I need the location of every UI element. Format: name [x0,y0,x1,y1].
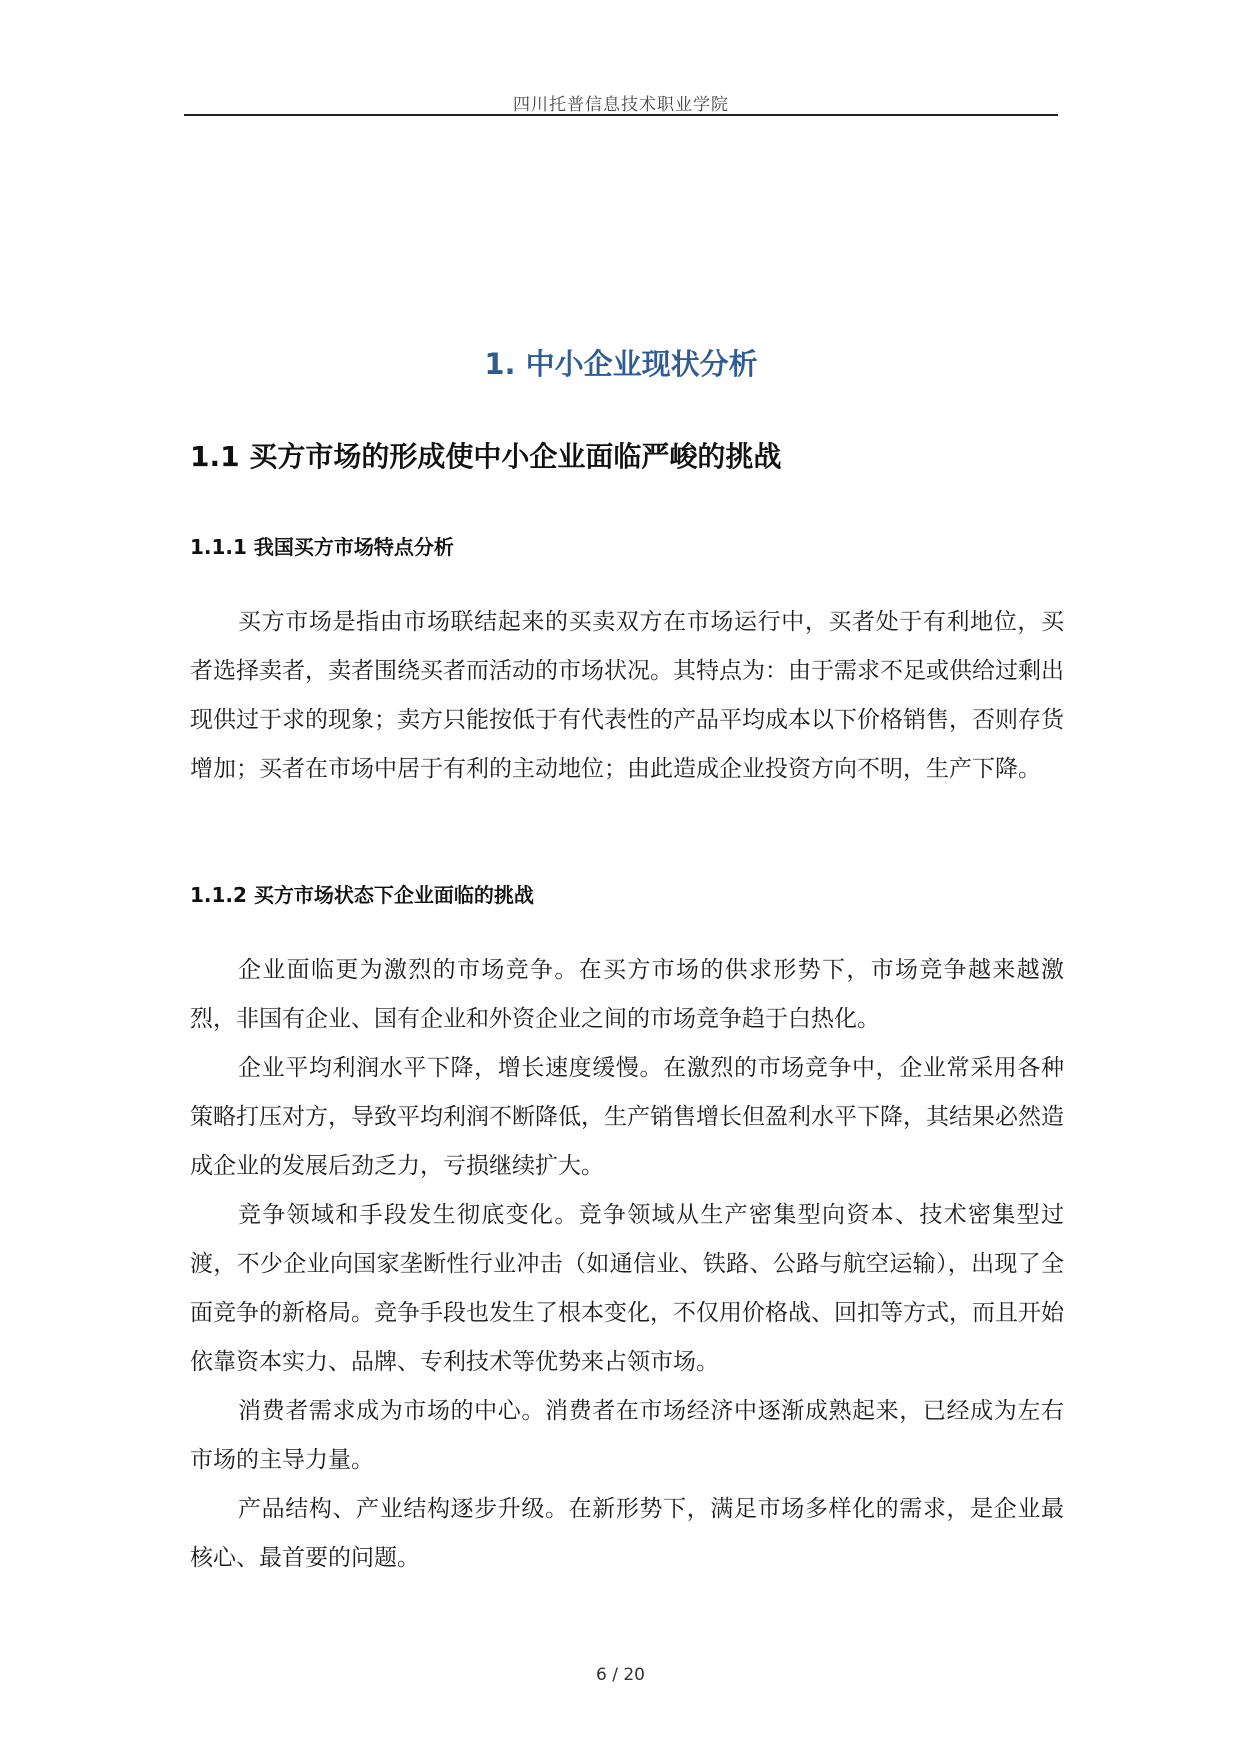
section-heading-1-1-2: 1.1.2 买方市场状态下企业面临的挑战 [190,883,534,907]
section-heading-1-1-1: 1.1.1 我国买方市场特点分析 [190,535,454,559]
paragraph: 竞争领域和手段发生彻底变化。竞争领域从生产密集型向资本、技术密集型过渡，不少企业向国家垄断性行业冲击（如通信业、铁路、公路与航空运输），出现了全面竞争的新格局。竞争手段也发生了根本变化，不仅用价格战、回扣等方式，而且开始依靠资本实力、品牌、专利技术等优势来占领市场。 [190,1202,1064,1375]
paragraph: 消费者需求成为市场的中心。消费者在市场经济中逐渐成熟起来，已经成为左右市场的主导力量。 [190,1398,1064,1473]
paragraph: 企业面临更为激烈的市场竞争。在买方市场的供求形势下，市场竞争越来越激烈，非国有企业、国有企业和外资企业之间的市场竞争趋于白热化。 [190,957,1064,1032]
paragraph: 产品结构、产业结构逐步升级。在新形势下，满足市场多样化的需求，是企业最核心、最首要的问题。 [190,1496,1064,1571]
header-rule [184,114,1058,116]
running-header: 四川托普信息技术职业学院 [513,95,729,115]
paragraph: 买方市场是指由市场联结起来的买卖双方在市场运行中，买者处于有利地位，买者选择卖者，卖者围绕买者而活动的市场状况。其特点为：由于需求不足或供给过剩出现供过于求的现象；卖方只能按低于有代表性的产品平均成本以下价格销售，否则存货增加；买者在市场中居于有利的主动地位；由此造成企业投资方向不明，生产下降。 [190,609,1064,782]
paragraph: 企业平均利润水平下降，增长速度缓慢。在激烈的市场竞争中，企业常采用各种策略打压对方，导致平均利润不断降低，生产销售增长但盈利水平下降，其结果必然造成企业的发展后劲乏力，亏损继续扩大。 [190,1055,1064,1179]
section-heading-1-1: 1.1 买方市场的形成使中小企业面临严峻的挑战 [190,440,782,473]
page-number: 6 / 20 [596,1665,645,1685]
chapter-title: 1. 中小企业现状分析 [484,347,758,381]
